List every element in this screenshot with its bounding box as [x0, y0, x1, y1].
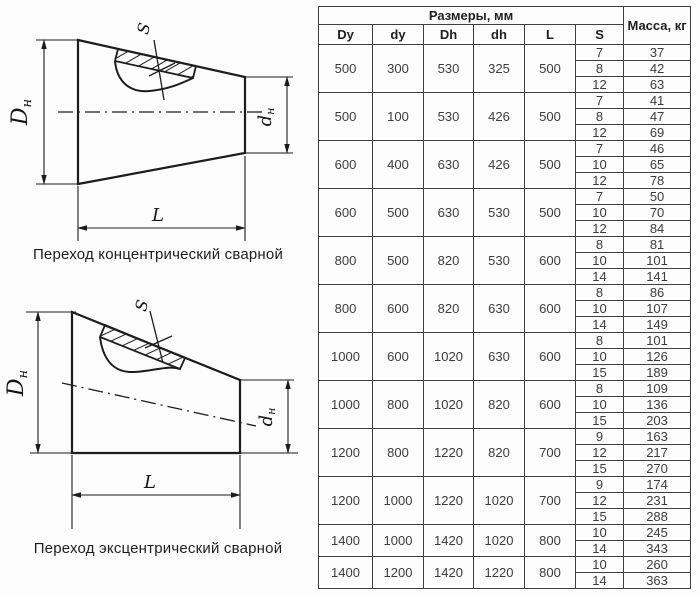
- cell-dh-cap: 530: [424, 93, 474, 141]
- cell-l: 700: [525, 477, 576, 525]
- cell-l: 500: [525, 93, 576, 141]
- cell-dy-cap: 1200: [319, 429, 373, 477]
- cell-dh: 1220: [474, 557, 525, 589]
- cell-dy: 1000: [373, 477, 424, 525]
- cell-dh: 820: [474, 381, 525, 429]
- dimensions-table: [318, 6, 691, 589]
- cell-dh-cap: 1420: [424, 557, 474, 589]
- cell-s: 14: [576, 573, 624, 589]
- cell-s: 7: [576, 93, 624, 109]
- table-row: [319, 381, 691, 397]
- cell-dy-cap: 1400: [319, 557, 373, 589]
- mass-column-header: Масса, кг: [624, 7, 691, 45]
- length-label: L: [152, 205, 164, 226]
- cell-l: 500: [525, 45, 576, 93]
- weld-hatch: [115, 49, 196, 78]
- cell-mass: 174: [624, 477, 691, 493]
- cell-mass: 86: [624, 285, 691, 301]
- cell-s: 12: [576, 493, 624, 509]
- col-header-dh-cap: Dh: [424, 25, 474, 45]
- cell-mass: 260: [624, 557, 691, 573]
- cell-s: 15: [576, 509, 624, 525]
- cell-s: 10: [576, 397, 624, 413]
- inner-diameter-label: dн: [255, 107, 277, 127]
- cell-dh: 530: [474, 189, 525, 237]
- cell-mass: 46: [624, 141, 691, 157]
- cell-dh-cap: 1420: [424, 525, 474, 557]
- cell-mass: 41: [624, 93, 691, 109]
- thickness-label: S: [131, 297, 153, 314]
- table-row: [319, 333, 691, 349]
- cell-mass: 270: [624, 461, 691, 477]
- table-row: [319, 141, 691, 157]
- cell-mass: 42: [624, 61, 691, 77]
- cell-mass: 101: [624, 253, 691, 269]
- cell-mass: 231: [624, 493, 691, 509]
- centerline: [62, 383, 256, 426]
- cell-dy-cap: 1000: [319, 333, 373, 381]
- table-row: [319, 189, 691, 205]
- cell-s: 12: [576, 173, 624, 189]
- cell-mass: 163: [624, 429, 691, 445]
- cell-dy: 100: [373, 93, 424, 141]
- thickness-label: S: [133, 20, 155, 37]
- cell-mass: 126: [624, 349, 691, 365]
- cell-dh: 325: [474, 45, 525, 93]
- cell-mass: 136: [624, 397, 691, 413]
- cell-mass: 363: [624, 573, 691, 589]
- cell-dy: 500: [373, 189, 424, 237]
- cell-l: 800: [525, 557, 576, 589]
- col-header-dy: dy: [373, 25, 424, 45]
- cell-dy-cap: 800: [319, 237, 373, 285]
- cell-l: 600: [525, 285, 576, 333]
- cell-dy-cap: 1200: [319, 477, 373, 525]
- cell-dh: 1020: [474, 477, 525, 525]
- cell-dh-cap: 1220: [424, 477, 474, 525]
- cell-mass: 245: [624, 525, 691, 541]
- cell-dy-cap: 600: [319, 141, 373, 189]
- cell-mass: 149: [624, 317, 691, 333]
- cell-s: 10: [576, 557, 624, 573]
- cell-dy-cap: 800: [319, 285, 373, 333]
- cell-s: 8: [576, 333, 624, 349]
- cell-mass: 343: [624, 541, 691, 557]
- cell-mass: 81: [624, 237, 691, 253]
- cell-l: 600: [525, 333, 576, 381]
- cell-s: 14: [576, 541, 624, 557]
- cell-dy-cap: 600: [319, 189, 373, 237]
- cell-mass: 69: [624, 125, 691, 141]
- cell-s: 14: [576, 269, 624, 285]
- cell-s: 10: [576, 525, 624, 541]
- cell-dh-cap: 1220: [424, 429, 474, 477]
- cell-dy: 800: [373, 381, 424, 429]
- cell-s: 15: [576, 413, 624, 429]
- extension-line: [72, 455, 240, 529]
- cell-s: 9: [576, 477, 624, 493]
- cell-s: 10: [576, 205, 624, 221]
- concentric-caption: Переход концентрический сварной: [32, 246, 284, 263]
- cell-dy: 1200: [373, 557, 424, 589]
- cell-s: 9: [576, 429, 624, 445]
- cell-l: 600: [525, 237, 576, 285]
- cell-dh-cap: 1020: [424, 381, 474, 429]
- outer-diameter-label: Dн: [8, 98, 35, 126]
- cell-mass: 109: [624, 381, 691, 397]
- cell-dy: 300: [373, 45, 424, 93]
- cell-s: 7: [576, 189, 624, 205]
- cell-dh: 630: [474, 333, 525, 381]
- cell-dh-cap: 820: [424, 237, 474, 285]
- col-header-s: S: [576, 25, 624, 45]
- cell-mass: 65: [624, 157, 691, 173]
- weld-hatch: [100, 325, 185, 369]
- cell-s: 12: [576, 445, 624, 461]
- cell-dy: 600: [373, 285, 424, 333]
- cell-l: 800: [525, 525, 576, 557]
- cell-dy: 1000: [373, 525, 424, 557]
- cell-dy: 800: [373, 429, 424, 477]
- table-header-row: [319, 7, 691, 25]
- table-row: [319, 237, 691, 253]
- cell-mass: 189: [624, 365, 691, 381]
- spec-table-body: [319, 45, 691, 589]
- cell-l: 500: [525, 141, 576, 189]
- cell-s: 8: [576, 109, 624, 125]
- cell-s: 8: [576, 237, 624, 253]
- table-row: [319, 285, 691, 301]
- cell-s: 10: [576, 349, 624, 365]
- cell-s: 15: [576, 365, 624, 381]
- cell-dh: 630: [474, 285, 525, 333]
- cell-dy-cap: 1000: [319, 381, 373, 429]
- table-row: [319, 429, 691, 445]
- col-header-l: L: [525, 25, 576, 45]
- cell-l: 600: [525, 381, 576, 429]
- cell-l: 500: [525, 189, 576, 237]
- cell-mass: 84: [624, 221, 691, 237]
- table-row: [319, 45, 691, 61]
- cell-dh-cap: 630: [424, 141, 474, 189]
- cell-mass: 288: [624, 509, 691, 525]
- cell-s: 12: [576, 221, 624, 237]
- cell-mass: 101: [624, 333, 691, 349]
- cell-dh-cap: 820: [424, 285, 474, 333]
- cell-s: 10: [576, 253, 624, 269]
- cell-s: 14: [576, 317, 624, 333]
- cell-mass: 37: [624, 45, 691, 61]
- outer-diameter-label: Dн: [4, 369, 31, 397]
- concentric-reducer-drawing: [0, 0, 316, 245]
- cell-dh-cap: 630: [424, 189, 474, 237]
- cell-dh: 530: [474, 237, 525, 285]
- cell-s: 12: [576, 125, 624, 141]
- cell-l: 700: [525, 429, 576, 477]
- cell-dh: 426: [474, 141, 525, 189]
- cell-s: 15: [576, 461, 624, 477]
- cell-mass: 63: [624, 77, 691, 93]
- cell-dh-cap: 530: [424, 45, 474, 93]
- cell-dh: 1020: [474, 525, 525, 557]
- cell-s: 10: [576, 301, 624, 317]
- cell-dy-cap: 1400: [319, 525, 373, 557]
- length-label: L: [144, 472, 156, 493]
- inner-diameter-label: dн: [256, 407, 278, 427]
- table-row: [319, 525, 691, 541]
- cell-mass: 70: [624, 205, 691, 221]
- cell-dh: 426: [474, 93, 525, 141]
- cell-mass: 107: [624, 301, 691, 317]
- cell-s: 7: [576, 45, 624, 61]
- cell-mass: 78: [624, 173, 691, 189]
- col-header-dy-cap: Dy: [319, 25, 373, 45]
- eccentric-reducer-drawing: [0, 293, 316, 543]
- cell-dy: 500: [373, 237, 424, 285]
- table-row: [319, 557, 691, 573]
- cell-s: 8: [576, 285, 624, 301]
- cell-mass: 50: [624, 189, 691, 205]
- cell-s: 8: [576, 381, 624, 397]
- table-row: [319, 93, 691, 109]
- eccentric-caption: Переход эксцентрический сварной: [33, 540, 283, 557]
- cell-s: 10: [576, 157, 624, 173]
- cell-dy-cap: 500: [319, 93, 373, 141]
- cell-dh: 820: [474, 429, 525, 477]
- cell-mass: 203: [624, 413, 691, 429]
- col-header-dh: dh: [474, 25, 525, 45]
- cell-mass: 217: [624, 445, 691, 461]
- cell-dy-cap: 500: [319, 45, 373, 93]
- cell-s: 12: [576, 77, 624, 93]
- cell-dh-cap: 1020: [424, 333, 474, 381]
- size-group-header: Размеры, мм: [319, 7, 624, 25]
- cell-s: 8: [576, 61, 624, 77]
- cell-s: 7: [576, 141, 624, 157]
- cell-dy: 400: [373, 141, 424, 189]
- cell-mass: 141: [624, 269, 691, 285]
- cell-mass: 47: [624, 109, 691, 125]
- cell-dy: 600: [373, 333, 424, 381]
- table-row: [319, 477, 691, 493]
